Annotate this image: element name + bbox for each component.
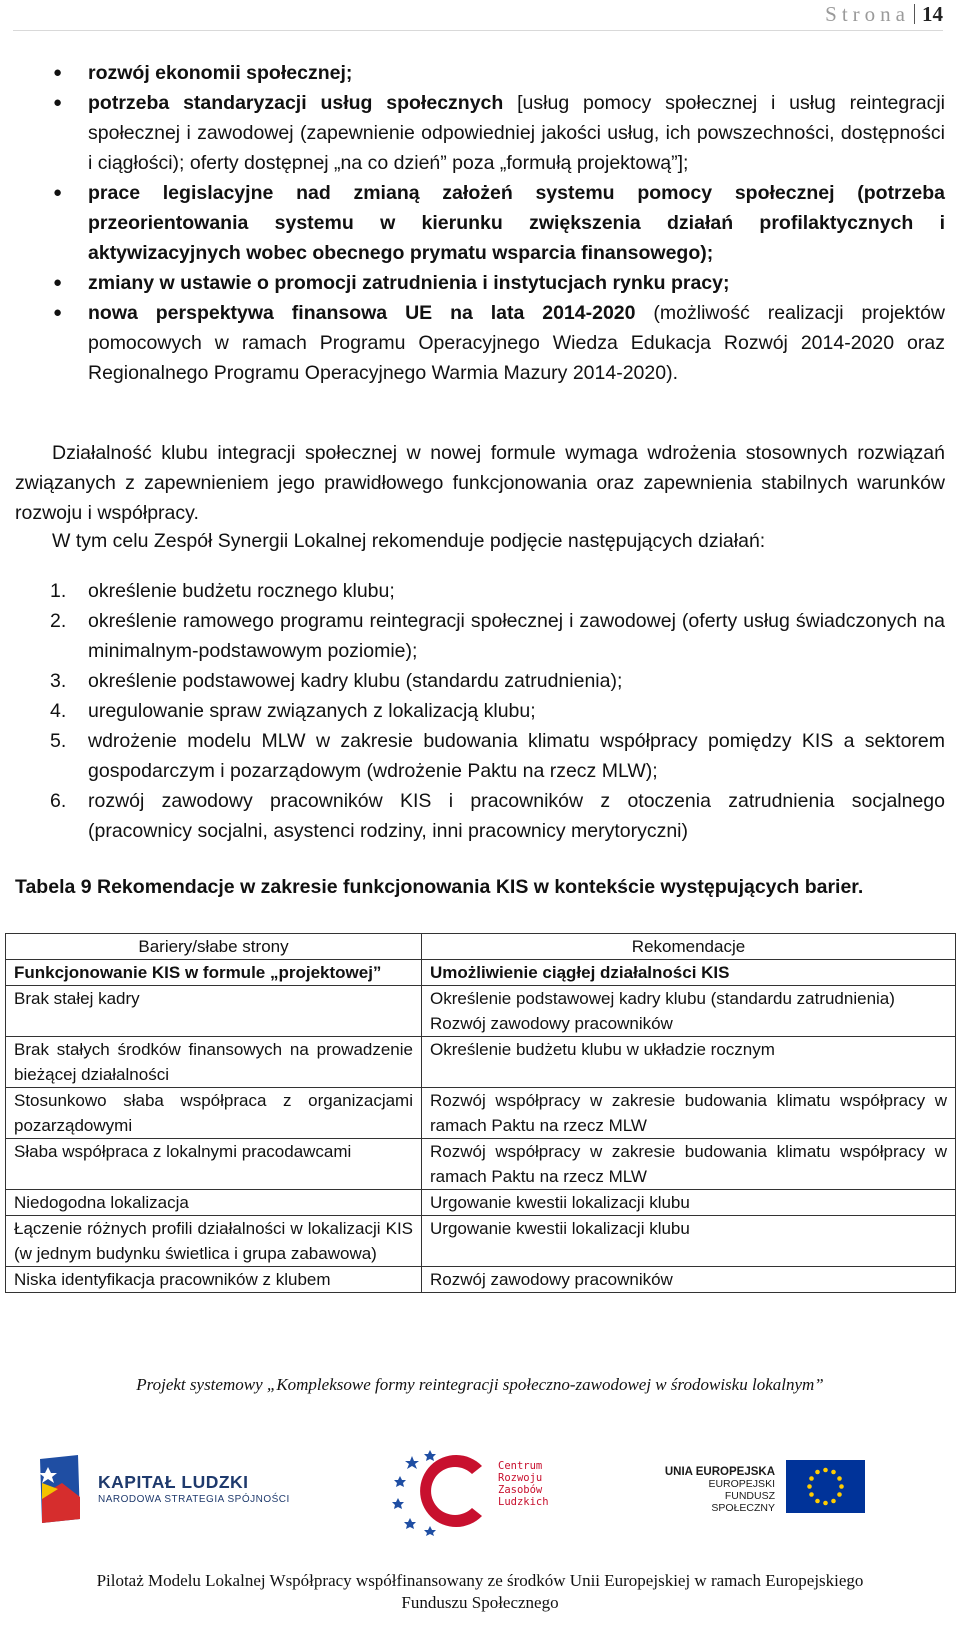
kapital-ludzki-flag-icon <box>38 1453 82 1525</box>
crzl-emblem-icon <box>392 1446 502 1536</box>
table-cell: Rozwój współpracy w zakresie budowania klimatu współpracy w ramach Paktu na rzecz MLW <box>422 1088 956 1139</box>
table-cell: Rozwój współpracy w zakresie budowania klimatu współpracy w ramach Paktu na rzecz MLW <box>422 1139 956 1190</box>
table-row <box>6 1216 956 1267</box>
list-item: ● rozwój ekonomii społecznej; <box>50 58 945 88</box>
page-label: Strona <box>825 2 910 26</box>
table-caption: Tabela 9 Rekomendacje w zakresie funkcjonowania KIS w kontekście występujących barier. <box>15 876 864 898</box>
logo-bar <box>0 1440 960 1550</box>
crzl-name: Centrum Rozwoju Zasobów Ludzkich <box>498 1460 549 1508</box>
table-cell: Funkcjonowanie KIS w formule „projektowej” <box>6 960 422 986</box>
list-item: 5. wdrożenie modelu MLW w zakresie budowania klimatu współpracy pomiędzy KIS a sektorem gospodarczym i pozarządowym (wdrożenie Paktu na rzecz MLW); <box>50 730 945 782</box>
list-item: 2. określenie ramowego programu reintegracji społecznej i zawodowej (oferty usług świadczonych na minimalnym-podstawowym poziomie); <box>50 610 945 662</box>
table-cell: Określenie budżetu klubu w układzie rocznym <box>422 1037 956 1088</box>
table-cell: Niska identyfikacja pracowników z klubem <box>6 1267 422 1293</box>
table-cell: Brak stałej kadry <box>6 986 422 1037</box>
table-row <box>6 960 956 986</box>
table-cell: Łączenie różnych profili działalności w lokalizacji KIS (w jednym budynku świetlica i grupa zabawowa) <box>6 1216 422 1267</box>
list-item: ● prace legislacyjne nad zmianą założeń systemu pomocy społecznej (potrzeba przeorientowania systemu w kierunku zwiększenia działań profilaktycznych i aktywizacyjnych wobec obecnego prymatu wsparcia finansowego); <box>50 178 945 268</box>
recommendations-table <box>5 933 956 1293</box>
table-row <box>6 1037 956 1088</box>
table-cell: Urgowanie kwestii lokalizacji klubu <box>422 1190 956 1216</box>
table-cell <box>422 986 956 1037</box>
table-cell: Niedogodna lokalizacja <box>6 1190 422 1216</box>
table-cell: Umożliwienie ciągłej działalności KIS <box>422 960 956 986</box>
table-row <box>6 1190 956 1216</box>
crzl-logo <box>392 1446 552 1536</box>
table-header-row <box>6 934 956 960</box>
kapital-ludzki-logo <box>38 1448 298 1528</box>
kapital-ludzki-subtitle: NARODOWA STRATEGIA SPÓJNOŚCI <box>98 1494 290 1505</box>
funding-note: Pilotaż Modelu Lokalnej Współpracy współfinansowany ze środków Unii Europejskiej w ramach Europejskiego Funduszu Społecznego <box>96 1571 864 1612</box>
page-number: 14 <box>922 2 943 26</box>
header-divider <box>914 4 915 24</box>
table-row <box>6 1088 956 1139</box>
table-header: Rekomendacje <box>422 934 956 960</box>
page-header <box>13 2 943 31</box>
numbered-list <box>50 576 945 846</box>
bullet-list <box>50 58 945 388</box>
eu-efs-logo <box>660 1460 865 1520</box>
table-row <box>6 1139 956 1190</box>
list-item: ● potrzeba standaryzacji usług społecznych [usług pomocy społecznej i usług reintegracji społecznej i zawodowej (zapewnienie odpowiedniej jakości usług, ich powszechności, dostępności i ciągłości); oferty dostępnej „na co dzień” poza „formułą projektową”]; <box>50 88 945 178</box>
eu-text: UNIA EUROPEJSKA EUROPEJSKI FUNDUSZ SPOŁECZNY <box>664 1466 775 1514</box>
table-row <box>6 986 956 1037</box>
list-item: 4. uregulowanie spraw związanych z lokalizacją klubu; <box>50 700 536 722</box>
project-title: Projekt systemowy „Kompleksowe formy reintegracji społeczno-zawodowej w środowisku lokalnym” <box>136 1375 824 1394</box>
list-item: ● nowa perspektywa finansowa UE na lata 2014-2020 (możliwość realizacji projektów pomocowych w ramach Programu Operacyjnego Wiedza Edukacja Rozwój 2014-2020 oraz Regionalnego Programu Operacyjnego Warmia Mazury 2014-2020). <box>50 298 945 388</box>
eu-flag-icon <box>786 1460 865 1513</box>
table-cell: Słaba współpraca z lokalnymi pracodawcami <box>6 1139 422 1190</box>
paragraph: Działalność klubu integracji społecznej w nowej formule wymaga wdrożenia stosownych rozwiązań związanych z zapewnieniem jego prawidłowego funkcjonowania oraz zapewnienia stabilnych warunków rozwoju i współpracy. <box>15 442 945 524</box>
table-cell: Brak stałych środków finansowych na prowadzenie bieżącej działalności <box>6 1037 422 1088</box>
cell-line: Określenie podstawowej kadry klubu (standardu zatrudnienia) <box>430 989 895 1008</box>
table-row <box>6 1267 956 1293</box>
list-item: 6. rozwój zawodowy pracowników KIS i pracowników z otoczenia zatrudnienia socjalnego (pracownicy socjalni, asystenci rodziny, inni pracownicy merytoryczni) <box>50 790 945 842</box>
cell-line: Rozwój zawodowy pracowników <box>430 1014 673 1033</box>
table-cell: Urgowanie kwestii lokalizacji klubu <box>422 1216 956 1267</box>
list-item: ● zmiany w ustawie o promocji zatrudnienia i instytucjach rynku pracy; <box>50 268 945 298</box>
paragraph: W tym celu Zespół Synergii Lokalnej rekomenduje podjęcie następujących działań: <box>52 530 766 552</box>
list-item: 3. określenie podstawowej kadry klubu (standardu zatrudnienia); <box>50 670 623 692</box>
table-cell: Rozwój zawodowy pracowników <box>422 1267 956 1293</box>
table-header: Bariery/słabe strony <box>6 934 422 960</box>
kapital-ludzki-title: KAPITAŁ LUDZKI <box>98 1472 249 1492</box>
table-cell: Stosunkowo słaba współpraca z organizacjami pozarządowymi <box>6 1088 422 1139</box>
list-item: 1. określenie budżetu rocznego klubu; <box>50 580 395 602</box>
